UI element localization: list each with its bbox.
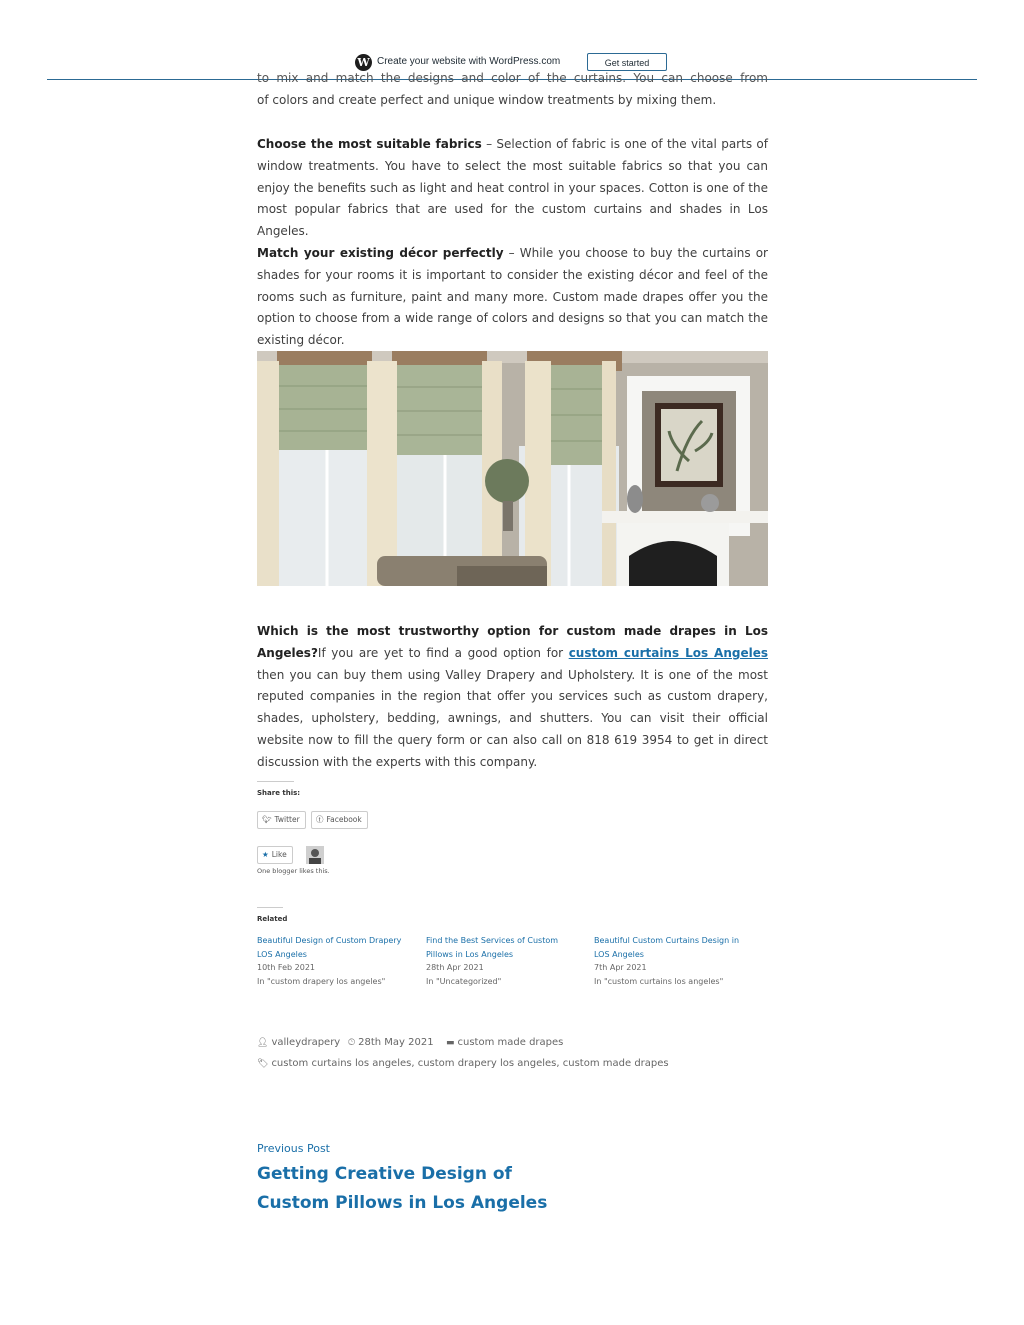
paragraph-text: of colors and create perfect and unique window treatments by mixing them. — [257, 92, 717, 107]
category-text[interactable]: custom made drapes — [457, 1037, 564, 1048]
related-post-date: 28th Apr 2021 — [426, 963, 484, 972]
tag-icon: 🏷︎ — [257, 1059, 269, 1069]
facebook-icon: ⓕ — [316, 815, 324, 824]
paragraph-heading: Which is the most trustworthy option for custom made drapes in Los Angeles? — [257, 624, 768, 660]
article-paragraph-fabrics — [257, 134, 768, 243]
wordpress-logo-icon[interactable]: W — [355, 54, 372, 71]
author-name[interactable]: valleydrapery — [271, 1037, 341, 1048]
twitter-icon: 🐦︎ — [262, 815, 272, 824]
banner-text[interactable]: Create your website with WordPress.com — [377, 56, 561, 67]
get-started-button[interactable]: Get started — [587, 53, 667, 71]
related-divider — [257, 907, 283, 908]
post-author[interactable] — [257, 1037, 340, 1048]
tag-link[interactable]: custom drapery los angeles — [417, 1058, 557, 1069]
twitter-label: Twitter — [274, 815, 300, 824]
clipped-line: to mix and match the designs and color of the curtains. You can choose from — [257, 71, 768, 85]
paragraph-text: – Selection of fabric is one of the vital parts of window treatments. You have to select the most suitable fabrics so that you can enjoy the benefits such as light and heat control in your spaces. Cotton is one of the most popular fabrics that are used for the custom curtains and shades in Los Angeles. — [257, 137, 768, 239]
related-post-title[interactable]: Beautiful Design of Custom Drapery LOS Angeles — [257, 936, 402, 959]
related-post-title[interactable]: Beautiful Custom Curtains Design in LOS Angeles — [594, 936, 740, 959]
paragraph-text: If you are yet to find a good option for — [317, 645, 569, 660]
facebook-label: Facebook — [326, 815, 362, 824]
blogger-avatar[interactable] — [306, 846, 324, 864]
post-date[interactable] — [348, 1037, 434, 1048]
living-room-curtains-image — [257, 351, 768, 586]
related-post[interactable] — [594, 934, 749, 988]
tag-link[interactable]: custom curtains los angeles — [271, 1058, 412, 1069]
related-post[interactable] — [426, 934, 581, 988]
folder-icon: ▬ — [446, 1038, 455, 1048]
post-category[interactable] — [446, 1037, 563, 1048]
related-post-category: In "custom drapery los angeles" — [257, 976, 386, 986]
custom-curtains-link[interactable]: custom curtains Los Angeles — [568, 645, 768, 660]
facebook-share-button[interactable] — [311, 811, 368, 829]
star-icon: ★ — [262, 850, 269, 859]
clock-icon: 🕒︎ — [348, 1038, 356, 1048]
related-post[interactable] — [257, 934, 412, 988]
paragraph-text: then you can buy them using Valley Drapery and Upholstery. It is one of the most reputed companies in the region that offer you services such as custom drapery, shades, upholstery, bedding, awnings, and shutters. You can visit their official website now to fill the query form or can also call on 818 619 3954 to get in direct discussion with the experts with this company. — [257, 667, 768, 769]
previous-post-title[interactable]: Getting Creative Design of Custom Pillows in Los Angeles — [257, 1164, 548, 1213]
article-paragraph-intro — [257, 70, 768, 113]
article-paragraph-trustworthy — [257, 621, 768, 774]
paragraph-heading: Match your existing décor perfectly — [257, 246, 504, 260]
twitter-share-button[interactable] — [257, 811, 306, 829]
share-title: Share this: — [257, 789, 301, 797]
previous-post-label[interactable]: Previous Post — [257, 1142, 330, 1155]
paragraph-heading: Choose the most suitable fabrics — [257, 137, 482, 151]
share-divider — [257, 781, 294, 782]
post-tags: 🏷︎ custom curtains los angeles, custom drapery los angeles, custom made drapes — [257, 1058, 669, 1069]
related-post-date: 7th Apr 2021 — [594, 963, 647, 972]
related-post-category: In "custom curtains los angeles" — [594, 976, 724, 986]
article-paragraph-decor — [257, 243, 768, 352]
related-title: Related — [257, 915, 288, 923]
related-post-date: 10th Feb 2021 — [257, 963, 315, 972]
like-label: Like — [271, 850, 287, 859]
likes-count-text: One blogger likes this. — [257, 867, 330, 875]
related-post-category: In "Uncategorized" — [426, 976, 502, 986]
related-post-title[interactable]: Find the Best Services of Custom Pillows in Los Angeles — [426, 936, 559, 959]
like-button[interactable] — [257, 846, 293, 864]
tag-link[interactable]: custom made drapes — [562, 1058, 669, 1069]
person-icon: 👤︎ — [257, 1038, 269, 1048]
date-text[interactable]: 28th May 2021 — [358, 1037, 434, 1048]
paragraph-text: – While you choose to buy the curtains or shades for your rooms it is important to consider the existing décor and feel of the rooms such as furniture, paint and many more. Custom made drapes offer you the option to choose from a wide range of colors and designs so that you can match the existing décor. — [257, 246, 768, 348]
